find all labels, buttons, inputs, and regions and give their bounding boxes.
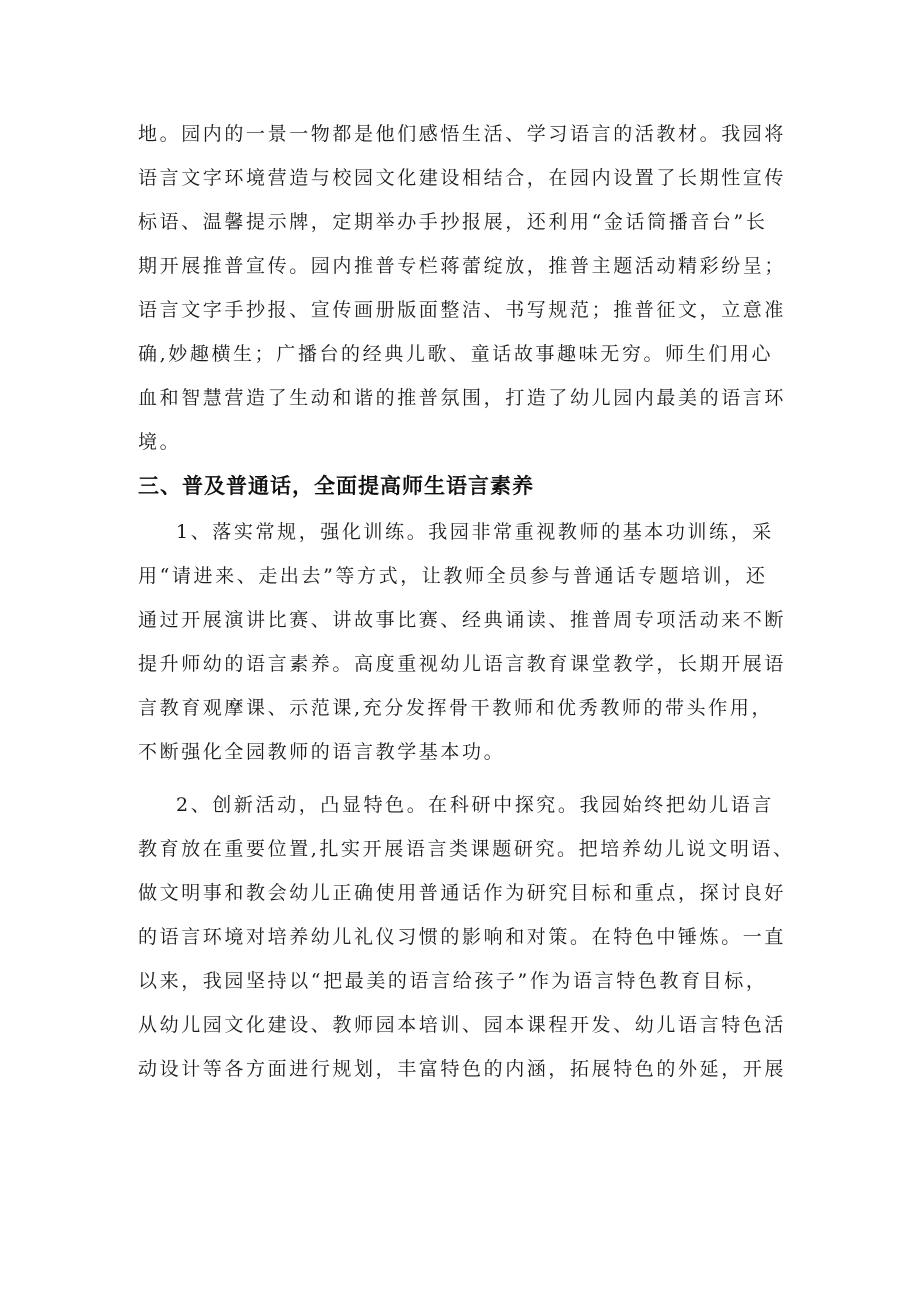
paragraph-line: 地。园内的一景一物都是他们感悟生活、学习语言的活教材。我园将 (138, 123, 787, 145)
paragraph-line: 确,妙趣横生；广播台的经典儿歌、童话故事趣味无穷。师生们用心 (138, 343, 774, 365)
paragraph-line: 教育放在重要位置,扎实开展语言类课题研究。把培养幼儿说文明语、 (138, 838, 795, 860)
paragraph-line: 用“请进来、走出去”等方式，让教师全员参与普通话专题培训，还 (138, 565, 768, 587)
paragraph-line: 2、创新活动，凸显特色。在科研中探究。我园始终把幼儿语言 (176, 794, 774, 816)
section-heading: 三、普及普通话，全面提高师生语言素养 (138, 474, 534, 498)
paragraph-line: 期开展推普宣传。园内推普专栏蒋蕾绽放，推普主题活动精彩纷呈； (138, 255, 787, 277)
paragraph-line: 语言文字手抄报、宣传画册版面整洁、书写规范；推普征文，立意准 (138, 299, 787, 321)
paragraph-line: 通过开展演讲比赛、讲故事比赛、经典诵读、推普周专项活动来不断 (138, 609, 787, 631)
paragraph-line: 提升师幼的语言素养。高度重视幼儿语言教育课堂教学，长期开展语 (138, 653, 787, 675)
paragraph-line: 以来，我园坚持以“把最美的语言给孩子”作为语言特色教育目标， (138, 970, 768, 992)
paragraph-line: 的语言环境对培养幼儿礼仪习惯的影响和对策。在特色中锤炼。一直 (138, 926, 787, 948)
paragraph-line: 不断强化全园教师的语言教学基本功。 (138, 741, 506, 763)
paragraph-line: 血和智慧营造了生动和谐的推普氛围，打造了幼儿园内最美的语言环 (138, 387, 787, 409)
paragraph-line: 做文明事和教会幼儿正确使用普通话作为研究目标和重点，探讨良好 (138, 882, 787, 904)
paragraph-line: 1、落实常规，强化训练。我园非常重视教师的基本功训练，采 (176, 521, 774, 543)
paragraph-line: 动设计等各方面进行规划，丰富特色的内涵，拓展特色的外延，开展 (138, 1058, 787, 1080)
paragraph-line: 标语、温馨提示牌，定期举办手抄报展，还利用“金话筒播音台”长 (138, 211, 768, 233)
paragraph-line: 境。 (138, 431, 182, 453)
paragraph-line: 语言文字环境营造与校园文化建设相结合，在园内设置了长期性宣传 (138, 167, 787, 189)
paragraph-line: 言教育观摩课、示范课,充分发挥骨干教师和优秀教师的带头作用， (138, 697, 774, 719)
paragraph-line: 从幼儿园文化建设、教师园本培训、园本课程开发、幼儿语言特色活 (138, 1014, 787, 1036)
